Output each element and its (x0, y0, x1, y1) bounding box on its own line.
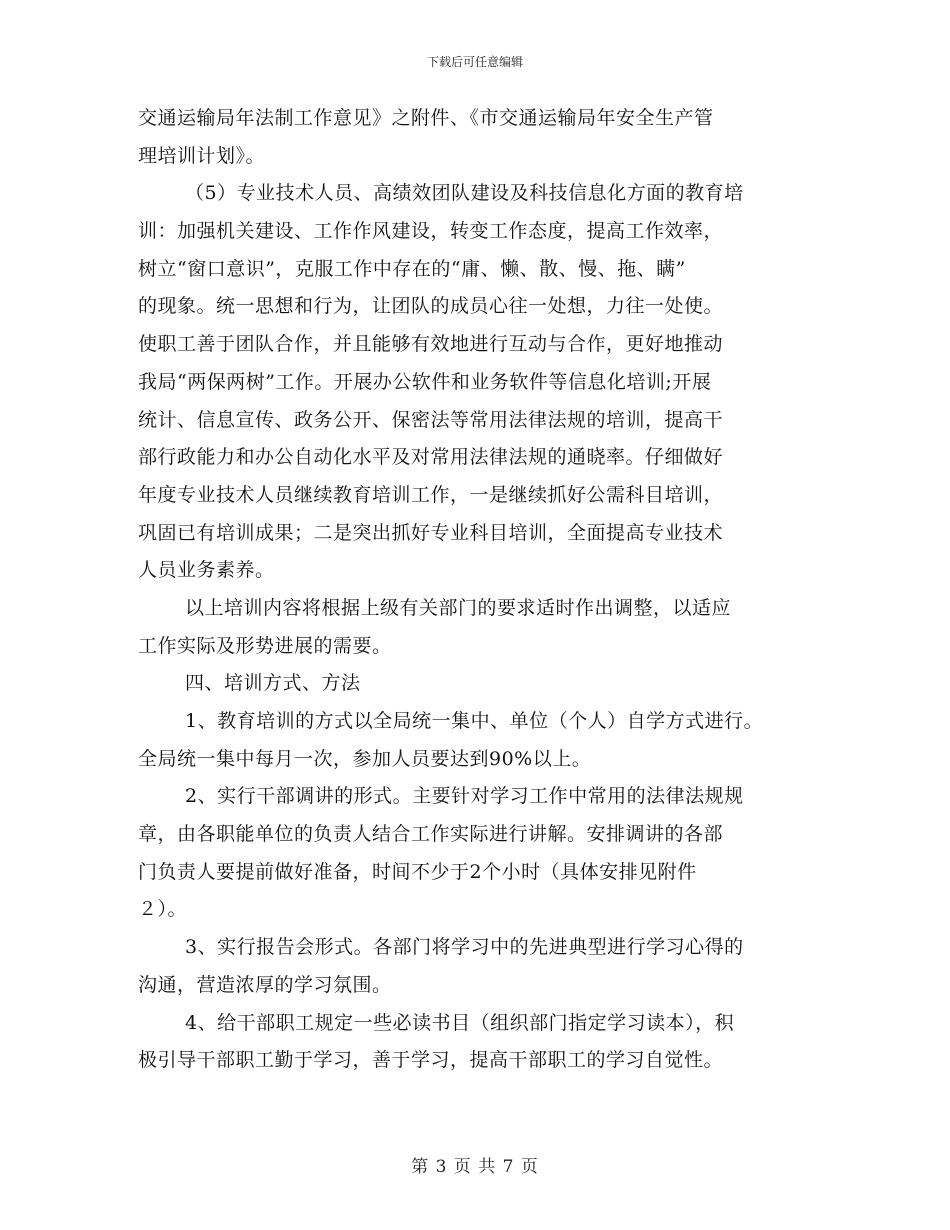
paragraph-line: 的现象。统一思想和行为，让团队的成员心往一处想，力往一处使。 (138, 295, 724, 318)
paragraph-line: ２）。 (138, 898, 188, 921)
page-number: 第 3 页 共 7 页 (411, 1157, 539, 1177)
paragraph-line: 3、实行报告会形式。各部门将学习中的先进典型进行学习心得的 (185, 936, 744, 959)
section-heading: 四、培训方式、方法 (185, 672, 361, 695)
paragraph-line: 章，由各职能单位的负责人结合工作实际进行讲解。安排调讲的各部 (138, 823, 724, 846)
paragraph-line: 4、给干部职工规定一些必读书目（组织部门指定学习读本），积 (185, 1011, 735, 1034)
paragraph-line: 树立“窗口意识”，克服工作中存在的“庸、懒、散、慢、拖、瞒” (138, 257, 686, 280)
paragraph-line: 全局统一集中每月一次，参加人员要达到90%以上。 (138, 747, 592, 770)
paragraph-line: 我局“两保两树”工作。开展办公软件和业务软件等信息化培训;开展 (138, 370, 712, 393)
paragraph-line: 门负责人要提前做好准备，时间不少于2个小时（具体安排见附件 (138, 860, 697, 883)
paragraph-line: 理培训计划》。 (138, 144, 266, 167)
paragraph-line: 沟通，营造浓厚的学习氛围。 (138, 973, 392, 996)
paragraph-line: 2、实行干部调讲的形式。主要针对学习工作中常用的法律法规规 (185, 785, 744, 808)
paragraph-line: 以上培训内容将根据上级有关部门的要求适时作出调整，以适应 (185, 596, 732, 619)
paragraph-line: 部行政能力和办公自动化水平及对常用法律法规的通晓率。仔细做好 (138, 446, 724, 469)
paragraph-line: 训：加强机关建设、工作作风建设，转变工作态度，提高工作效率， (138, 220, 724, 243)
paragraph-line: 交通运输局年法制工作意见》之附件、《市交通运输局年安全生产管 (138, 107, 714, 129)
paragraph-line: 统计、信息宣传、政务公开、保密法等常用法律法规的培训，提高干 (138, 408, 724, 431)
paragraph-line: 年度专业技术人员继续教育培训工作，一是继续抓好公需科目培训， (138, 483, 724, 506)
paragraph-line: 人员业务素养。 (138, 559, 275, 582)
document-body (138, 100, 818, 1080)
paragraph-line: （5）专业技术人员、高绩效团队建设及科技信息化方面的教育培 (185, 182, 744, 205)
paragraph-line: 使职工善于团队合作，并且能够有效地进行互动与合作，更好地推动 (138, 333, 724, 356)
paragraph-line: 巩固已有培训成果；二是突出抓好专业科目培训，全面提高专业技术 (138, 521, 724, 544)
page-header: 下载后可任意编辑 (426, 55, 523, 69)
paragraph-line: 极引导干部职工勤于学习，善于学习，提高干部职工的学习自觉性。 (138, 1049, 724, 1072)
paragraph-line: 1、教育培训的方式以全局统一集中、单位（个人）自学方式进行。 (185, 710, 764, 732)
paragraph-line: 工作实际及形势进展的需要。 (138, 634, 392, 657)
